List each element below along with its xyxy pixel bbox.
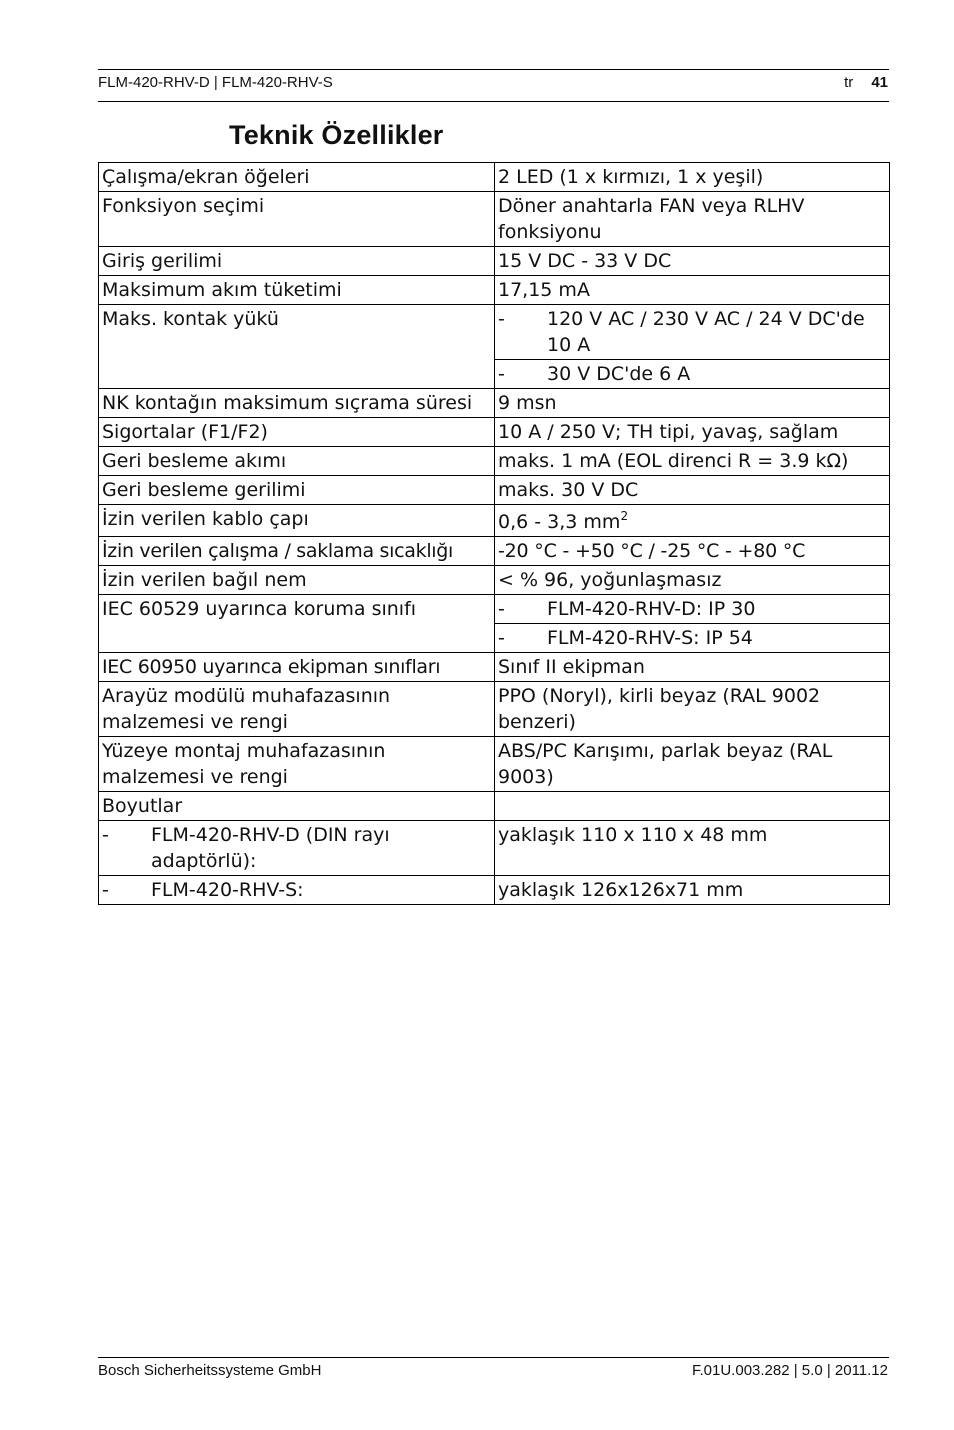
spec-value <box>495 305 890 360</box>
footer-doc-info: F.01U.003.282 | 5.0 | 2011.12 <box>692 1362 888 1379</box>
spec-value: yaklaşık 110 x 110 x 48 mm <box>495 821 890 876</box>
table-row <box>99 389 890 418</box>
spec-value <box>495 624 890 653</box>
spec-value <box>495 505 890 537</box>
spec-value: < % 96, yoğunlaşmasız <box>495 566 890 595</box>
page-header <box>98 69 889 102</box>
spec-value: 10 A / 250 V; TH tipi, yavaş, sağlam <box>495 418 890 447</box>
table-row <box>99 595 890 624</box>
spec-label: Geri besleme akımı <box>99 447 495 476</box>
spec-label: İzin verilen çalışma / saklama sıcaklığı <box>99 537 495 566</box>
bullet-text: FLM-420-RHV-S: IP 54 <box>547 627 753 649</box>
table-row <box>99 792 890 821</box>
footer-company: Bosch Sicherheitssysteme GmbH <box>98 1362 322 1379</box>
bullet-dash: - <box>102 824 109 846</box>
spec-label: Sigortalar (F1/F2) <box>99 418 495 447</box>
spec-value <box>495 360 890 389</box>
spec-value: yaklaşık 126x126x71 mm <box>495 876 890 905</box>
table-row <box>99 276 890 305</box>
bullet-text: FLM-420-RHV-S: <box>151 879 304 901</box>
spec-value: Sınıf II ekipman <box>495 653 890 682</box>
spec-label: Çalışma/ekran öğeleri <box>99 163 495 192</box>
spec-value: ABS/PC Karışımı, parlak beyaz (RAL 9003) <box>495 737 890 792</box>
table-row <box>99 247 890 276</box>
spec-value: 17,15 mA <box>495 276 890 305</box>
table-row <box>99 653 890 682</box>
spec-label: NK kontağın maksimum sıçrama süresi <box>99 389 495 418</box>
spec-label: Yüzeye montaj muhafazasının malzemesi ve rengi <box>99 737 495 792</box>
header-right <box>844 74 888 91</box>
table-row <box>99 447 890 476</box>
spec-value <box>495 595 890 624</box>
spec-label: Arayüz modülü muhafazasının malzemesi ve rengi <box>99 682 495 737</box>
spec-label <box>99 821 495 876</box>
spec-value: Döner anahtarla FAN veya RLHV fonksiyonu <box>495 192 890 247</box>
spec-value: maks. 1 mA (EOL direnci R = 3.9 kΩ) <box>495 447 890 476</box>
table-row <box>99 821 890 876</box>
spec-value: 2 LED (1 x kırmızı, 1 x yeşil) <box>495 163 890 192</box>
bullet-text: FLM-420-RHV-D: IP 30 <box>547 598 756 620</box>
table-row <box>99 163 890 192</box>
spec-label: IEC 60950 uyarınca ekipman sınıfları <box>99 653 495 682</box>
spec-label: İzin verilen kablo çapı <box>99 505 495 537</box>
table-row <box>99 305 890 360</box>
spec-label: IEC 60529 uyarınca koruma sınıfı <box>99 595 495 653</box>
spec-label: Fonksiyon seçimi <box>99 192 495 247</box>
spec-value: maks. 30 V DC <box>495 476 890 505</box>
spec-value: 9 msn <box>495 389 890 418</box>
header-language: tr <box>844 74 854 91</box>
table-row <box>99 876 890 905</box>
table-row <box>99 566 890 595</box>
bullet-text: 120 V AC / 230 V AC / 24 V DC'de 10 A <box>547 308 865 356</box>
spec-label: Giriş gerilimi <box>99 247 495 276</box>
cable-diameter-value: 0,6 - 3,3 mm <box>498 511 621 533</box>
spec-label: İzin verilen bağıl nem <box>99 566 495 595</box>
table-row <box>99 418 890 447</box>
table-row <box>99 505 890 537</box>
bullet-dash: - <box>498 627 505 649</box>
table-row <box>99 192 890 247</box>
spec-label <box>99 876 495 905</box>
table-row <box>99 476 890 505</box>
header-page-number: 41 <box>871 74 888 91</box>
table-row <box>99 737 890 792</box>
table-row <box>99 537 890 566</box>
spec-table <box>98 162 890 905</box>
spec-label: Maks. kontak yükü <box>99 305 495 389</box>
bullet-dash: - <box>498 308 505 330</box>
bullet-dash: - <box>498 598 505 620</box>
table-row <box>99 682 890 737</box>
spec-value: 15 V DC - 33 V DC <box>495 247 890 276</box>
spec-value: PPO (Noryl), kirli beyaz (RAL 9002 benzeri) <box>495 682 890 737</box>
bullet-dash: - <box>498 363 505 385</box>
spec-label: Maksimum akım tüketimi <box>99 276 495 305</box>
spec-value-empty <box>495 792 890 821</box>
spec-value: -20 °C - +50 °C / -25 °C - +80 °C <box>495 537 890 566</box>
header-models: FLM-420-RHV-D | FLM-420-RHV-S <box>98 74 333 91</box>
bullet-dash: - <box>102 879 109 901</box>
spec-label: Geri besleme gerilimi <box>99 476 495 505</box>
page-footer <box>98 1357 889 1383</box>
bullet-text: FLM-420-RHV-D (DIN rayı adaptörlü): <box>151 824 390 872</box>
bullet-text: 30 V DC'de 6 A <box>547 363 691 385</box>
superscript: 2 <box>620 509 629 523</box>
spec-label: Boyutlar <box>99 792 495 821</box>
page-title: Teknik Özellikler <box>229 120 444 150</box>
